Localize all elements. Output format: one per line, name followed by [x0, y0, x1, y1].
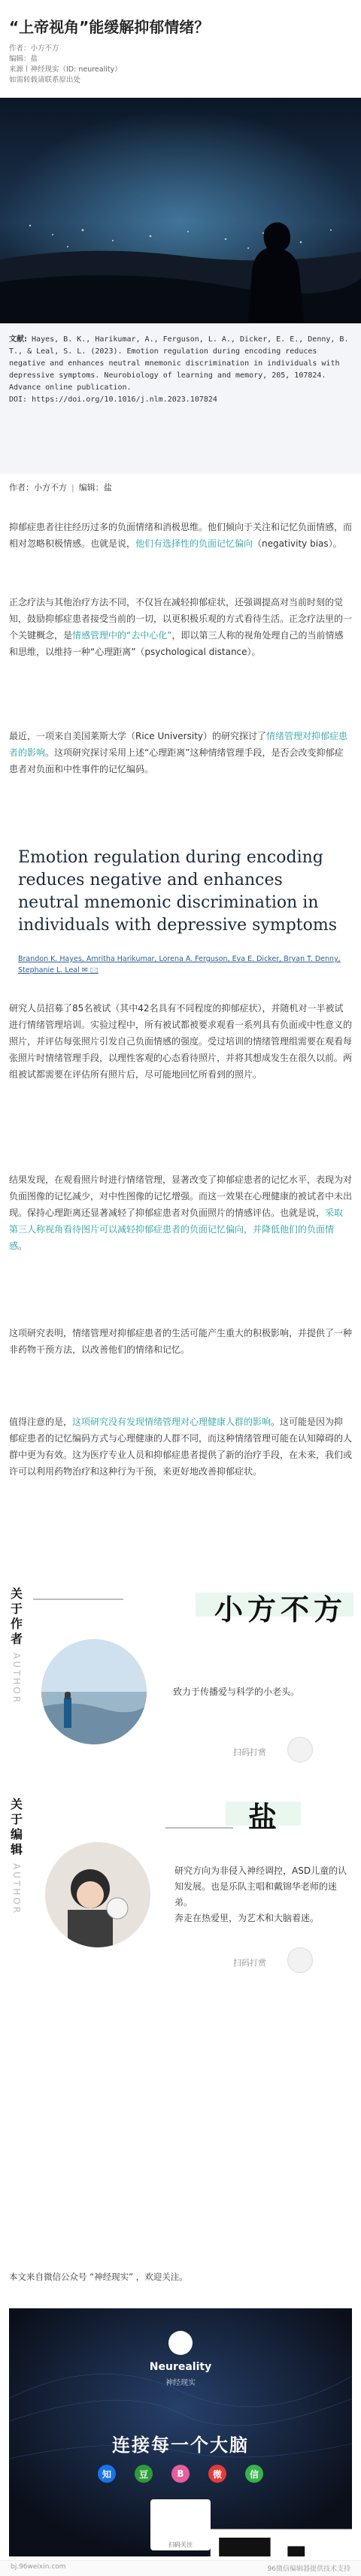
author-divider [33, 1599, 123, 1600]
brand-name: Neureality [149, 2361, 212, 2373]
byline: 作者：小方不方 | 编辑：盐 [9, 483, 112, 492]
about-author-en-label: AUTHOR [11, 1653, 22, 1705]
about-editor-en-label: AUTHOR [11, 1863, 22, 1916]
about-editor-vertical-label [11, 1797, 26, 1915]
editor-name: 盐 [248, 1801, 282, 1834]
paragraph-4 [9, 1000, 352, 1083]
brand-logo-icon [168, 2331, 193, 2355]
paragraph-1-tail: （negativity bias）。 [253, 538, 342, 549]
editor-avatar [45, 1842, 150, 1947]
paragraph-3-highlight: 情绪管理对抑郁症患者的影响 [9, 731, 348, 758]
meta-reprint: 如需转载请联系原出处 [9, 76, 81, 84]
byline-author: 作者：小方不方 [9, 483, 67, 492]
paragraph-5-text: 结果发现，在观看照片时进行情绪管理，显著改变了抑郁症患者的记忆水平，表现为对负面图像的记忆减少，对中性图像的记忆增强。而这一效果在心理健康的被试者中未出现。保持心理距离还显著减轻了抑郁症患者对负面照片的情感评估。也就是说， [9, 1174, 353, 1218]
paragraph-5-highlight: 采取第三人称视角看待图片可以减轻抑郁症患者的负面记忆偏向，并降低他们的负面情感 [9, 1208, 344, 1251]
author-reward-qr-icon[interactable] [287, 1737, 313, 1762]
editor-divider [165, 1827, 233, 1829]
paragraph-1-highlight: 他们有选择性的负面记忆偏向 [135, 538, 253, 549]
article-header [0, 0, 361, 98]
article-title: “上帝视角”能缓解抑郁情绪？ [9, 18, 210, 36]
meta-author: 作者：小方不方 [9, 44, 59, 53]
reference-citation: Hayes, B. K., Harikumar, A., Ferguson, L. A., Dicker, E. E., Denny, B. T., & Leal, S. L. (2023). Emotion regulation during encoding reduces negative and enhances neutral mnemonic discrimination in individuals with depressive symptoms. Neurobiology of learning and memory, 205, 107824. Advance online publication. [9, 335, 349, 392]
paragraph-3-text: 最近，一项来自美国莱斯大学（Rice University）的研究探讨了 [9, 731, 267, 741]
paragraph-7-text: 值得注意的是， [9, 1417, 73, 1427]
qr-code[interactable] [150, 2499, 211, 2550]
author-bio: 致力于传播爱与科学的小老头。 [173, 1687, 300, 1697]
editor-reward-label[interactable]: 扫码打赏 [233, 1958, 266, 1968]
social-icons [98, 2465, 263, 2487]
qr-label: 扫码关注 [168, 2541, 193, 2548]
about-author-section [0, 1587, 361, 1782]
paragraph-2 [9, 594, 352, 660]
paragraph-2-highlight: 情感管理中的“去中心化” [72, 630, 172, 641]
footer-slogan: 连接每一个大脑 [112, 2435, 249, 2456]
about-author-label: 关于作者 [11, 1587, 23, 1646]
paragraph-3 [9, 728, 352, 777]
paragraph-5-tail: 。 [18, 1241, 28, 1251]
paragraph-1 [9, 519, 352, 552]
reference-doi[interactable]: DOI: https://doi.org/10.1016/j.nlm.2023.107824 [9, 395, 217, 404]
editor-bio-line-1: 研究方向为非侵入神经调控，ASD儿童的认知发展。也是乐队主唱和戴锦华老师的迷弟。 [174, 1865, 347, 1908]
about-editor-section [0, 1797, 361, 1977]
footer-card [9, 2308, 352, 2556]
wechat-icon[interactable]: 信 [245, 2465, 263, 2483]
article-meta [9, 44, 340, 86]
paragraph-7 [9, 1414, 352, 1480]
source-note: 本文来自微信公众号 “神经现实” ，欢迎关注。 [9, 2271, 188, 2282]
paragraph-5 [9, 1171, 352, 1254]
reference-text [9, 334, 352, 406]
author-name: 小方不方 [214, 1593, 347, 1626]
paragraph-2-tail: ，即以第三人称的视角处理自己的当前情感和思维，以维持一种“心理距离”（psychological distance）。 [9, 630, 344, 657]
brand-name-cn: 神经现实 [165, 2379, 196, 2387]
editor-reward-qr-icon[interactable] [287, 1947, 313, 1973]
douban-icon[interactable]: 豆 [135, 2465, 153, 2483]
bottom-left-url[interactable]: bj.96weixin.com [11, 2563, 66, 2571]
paper-authors[interactable]: Brandon K. Hayes, Amritha Harikumar, Lorena A. Ferguson, Eva E. Dicker, Bryan T. Denny, Stephanie L. Leal ✉ 🖂 [18, 955, 341, 974]
paragraph-2-text: 正念疗法与其他治疗方法不同，不仅旨在减轻抑郁症状，还强调提高对当前时刻的觉知，鼓励抑郁症患者接受当前的一切，以更积极乐观的方式看待生活。正念疗法里的一个关键概念，是 [9, 597, 353, 641]
paragraph-7-tail: 。这可能是因为抑郁症患者的记忆编码方式与心理健康的人群不同，而这种情绪管理可能在认知障碍的人群中更为有效。这为医疗专业人员和抑郁症患者提供了新的治疗手段，在未来，我们或许可以利用药物治疗和这种行为干预，来更好地改善抑郁症状。 [9, 1417, 353, 1477]
editor-bio [174, 1863, 347, 1926]
meta-editor: 编辑：盐 [9, 55, 38, 63]
author-avatar [41, 1639, 147, 1744]
bottom-right-credit: 96微信编辑器提供技术支持 [267, 2565, 350, 2573]
about-editor-label: 关于编辑 [11, 1797, 23, 1856]
hero-illustration [0, 98, 361, 323]
paragraph-3-tail: 。这项研究探讨采用上述“心理距离”这种情绪管理手段，是否会改变抑郁症患者对负面和中性事件的记忆编码。 [9, 747, 344, 774]
paragraph-4-text: 研究人员招募了85名被试（其中42名具有不同程度的抑郁症状），并随机对一半被试进行情绪管理培训。实验过程中，所有被试都被要求观看一系列具有负面或中性意义的照片，并评估每张照片引发自己负面情感的强度。受过培训的情绪管理组需要在观看每张照片时情绪管理手段，以理性客观的心态看待照片，并将其想成发生在很久以前。两组被试都需要在评估所有照片后，尽可能地回忆所看到的照片。 [9, 1003, 353, 1080]
paragraph-6 [9, 1325, 352, 1358]
paragraph-1-text: 抑郁症患者往往经历过多的负面情绪和消极思维。他们倾向于关注和记忆负面情感，而相对忽略积极情感。也就是说， [9, 522, 353, 549]
bilibili-icon[interactable]: B [171, 2465, 190, 2483]
paragraph-6-text: 这项研究表明，情绪管理对抑郁症患者的生活可能产生重大的积极影响，并提供了一种非药物干预方法，以改善他们的情绪和记忆。 [9, 1328, 353, 1355]
editor-bio-line-2: 奔走在热爱里，为艺术和大脑着迷。 [174, 1913, 320, 1923]
reference-block [0, 323, 361, 474]
zhihu-icon[interactable]: 知 [98, 2465, 116, 2483]
weibo-icon[interactable]: 微 [208, 2465, 226, 2483]
hero-image [0, 98, 361, 323]
paragraph-7-highlight: 这项研究没有发现情绪管理对心理健康人群的影响 [72, 1417, 272, 1427]
byline-editor: 编辑：盐 [78, 483, 112, 492]
about-author-vertical-label [11, 1587, 26, 1705]
author-reward-label[interactable]: 扫码打赏 [233, 1747, 266, 1757]
meta-source: 来源丨神经现实（ID: neureality） [9, 65, 122, 74]
reference-label: 文献: [9, 335, 27, 344]
paper-title: Emotion regulation during encoding reduces negative and enhances neutral mnemonic discrimination in individuals with depressive symptoms [18, 848, 338, 935]
